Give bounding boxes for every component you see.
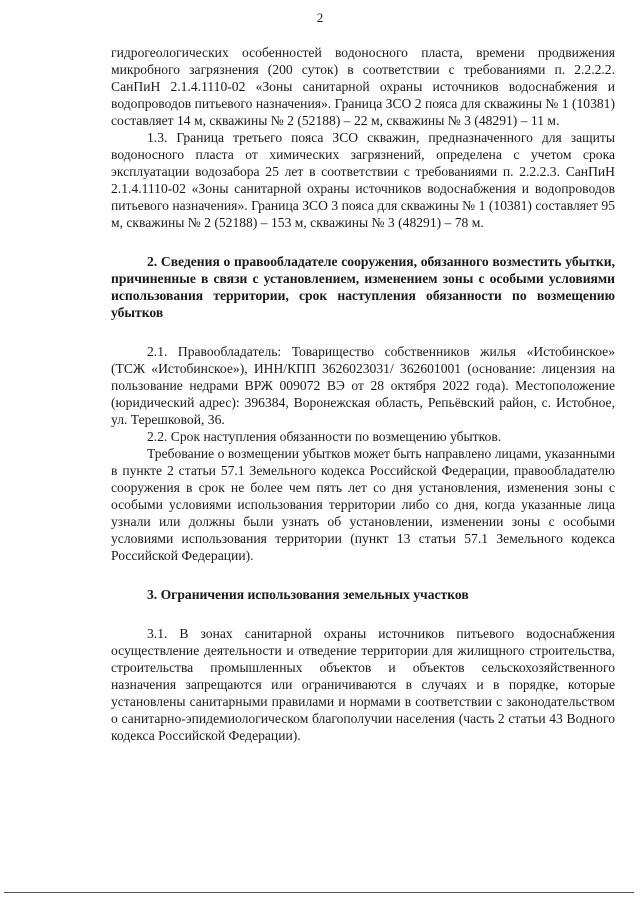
paragraph-2-1: 2.1. Правообладатель: Товарищество собственников жилья «Истобинское» (ТСЖ «Истобинское»), ИНН/КПП 3626023031/ 362601001 (основание: лицензия на пользование недрами ВРЖ 009072 ВЭ от 28 октября 2022 года). Местоположение (юридический адрес): 396384, Воронежская область, Репьёвский район, с. Истобное, ул. Терешковой, 36. [111,344,615,427]
footer-rule [4,892,634,893]
page-number: 2 [316,10,324,25]
document-body [111,44,615,744]
paragraph-1-3: 1.3. Граница третьего пояса ЗСО скважин, предназначенного для защиты водоносного пласта от химических загрязнений, определена с учетом срока эксплуатации водозабора 25 лет в соответствии с требованиями п. 2.2.2.3. СанПиН 2.1.4.1110-02 «Зоны санитарной охраны источников водоснабжения и водопроводов питьевого назначения». Граница ЗСО 3 пояса для скважины № 1 (10381) составляет 95 м, скважины № 2 (52188) – 153 м, скважины № 3 (48291) – 78 м. [111,130,615,230]
paragraph-requirement: Требование о возмещении убытков может быть направлено лицами, указанными в пункте 2 статьи 57.1 Земельного кодекса Российской Федерации, правообладателю сооружения в срок не более чем пять лет со дня установления, изменения зоны с особыми условиями использования территории либо со дня, когда указанные лица узнали или должны были узнать об установлении, изменении зоны с особыми условиями использования территории (пункт 13 статьи 57.1 Земельного кодекса Российской Федерации). [111,446,615,563]
paragraph-2-2: 2.2. Срок наступления обязанности по возмещению убытков. [147,429,502,444]
paragraph-3-1: 3.1. В зонах санитарной охраны источников питьевого водоснабжения осуществление деятельности и отведение территории для жилищного строительства, строительства промышленных объектов и объектов сельскохозяйственного назначения запрещаются или ограничиваются в случаях и в порядке, которые установлены санитарными правилами и нормами в соответствии с законодательством о санитарно-эпидемиологическом благополучии населения (часть 2 статьи 43 Водного кодекса Российской Федерации). [111,626,615,743]
section-2-heading: 2. Сведения о правообладателе сооружения, обязанного возместить убытки, причиненные в связи с установлением, изменением зоны с особыми условиями использования территории, срок наступления обязанности по возмещению убытков [111,254,615,320]
paragraph-continuation: гидрогеологических особенностей водоносного пласта, времени продвижения микробного загрязнения (200 суток) в соответствии с требованиями п. 2.2.2.2. СанПиН 2.1.4.1110-02 «Зоны санитарной охраны источников водоснабжения и водопроводов питьевого назначения». Граница ЗСО 2 пояса для скважины № 1 (10381) составляет 14 м, скважины № 2 (52188) – 22 м, скважины № 3 (48291) – 11 м. [111,45,615,128]
section-3-heading: 3. Ограничения использования земельных участков [147,587,469,602]
